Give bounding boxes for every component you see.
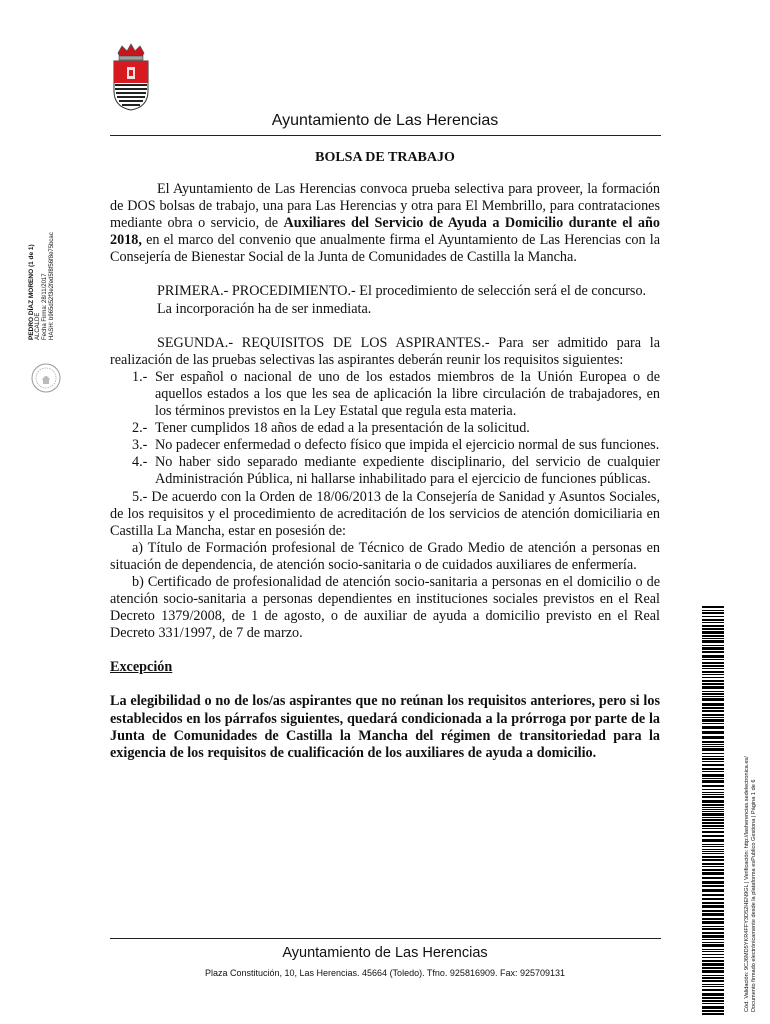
list-item [110,454,660,488]
header-divider [110,135,661,136]
signature-hash: HASH: b965d52f3e2fed5f8f56f8e75bcac [49,232,55,340]
intro-bold-text: Auxiliares del Servicio de Ayuda a Domicilio durante el año 2018, [110,215,660,249]
signature-date: Fecha Firma: 28/11/2017 [42,273,48,340]
requisito-5b-paragraph: b) Certificado de profesionalidad de atención socio-sanitaria a personas en el domicilio o de atención socio-sanitaria a personas dependientes en instituciones sociales previstos en el Real Decreto 1379/2008, de 1 de agosto, o de auxiliar de ayuda a domicilio previsto en el Real Decreto 331/1997, de 7 de marzo. [110,573,660,642]
list-item [110,420,660,437]
barcode-icon [702,606,724,1016]
list-text: Ser español o nacional de uno de los estados miembros de la Unión Europea o de aquellos estados a los que les sea de aplicación la libre circulación de trabajadores, en los términos previstos en la Ley Estatal que regula esta materia. [155,368,660,420]
list-text: No haber sido separado mediante expediente disciplinario, del servicio de cualquier Administración Pública, ni hallarse inhabilitado para el ejercicio de funciones públicas. [155,454,660,488]
list-item [110,369,660,420]
list-item [110,437,660,454]
excepcion-title: Excepción [110,659,173,676]
intro-text-end: en el marco del convenio que anualmente firma el Ayuntamiento de Las Herencias con la Consejería de Bienestar Social de la Junta de Comunidades de Castilla la Mancha. [110,232,660,266]
document-heading: BOLSA DE TRABAJO [315,150,455,165]
verification-platform: Documento firmado electrónicamente desde la plataforma esPublico Gestiona | Página 1 de 6 [751,779,757,1012]
document-body [110,181,660,762]
incorporacion-paragraph: La incorporación ha de ser inmediata. [157,300,372,317]
requisito-5a-paragraph: a) Título de Formación profesional de Técnico de Grado Medio de atención a personas en situación de dependencia, de atención socio-sanitaria o de cuidados auxiliares de enfermería. [110,539,660,573]
list-number: 4.- [132,454,148,471]
official-seal-icon [30,362,62,394]
list-text: Tener cumplidos 18 años de edad a la presentación de la solicitud. [155,420,530,437]
intro-paragraph [110,181,660,266]
primera-paragraph: PRIMERA.- PROCEDIMIENTO.- El procedimiento de selección será el de concurso. [157,283,647,300]
footer-address: Plaza Constitución, 10, Las Herencias. 45664 (Toledo). Tfno. 925816909. Fax: 925709131 [204,968,566,978]
municipal-crest-logo [110,43,152,111]
list-number: 3.- [132,437,148,454]
excepcion-paragraph: La elegibilidad o no de los/as aspirantes que no reúnan los requisitos anteriores, pero si los establecidos en los párrafos siguientes, quedará condicionada a la prórroga por parte de la Junta de Comunidades de Castilla la Mancha del régimen de transitoriedad para la exigencia de los requisitos de cualificación de los auxiliares de ayuda a domicilio. [110,693,660,761]
intro-text: El Ayuntamiento de Las Herencias convoca prueba selectiva para proveer, la formación de DOS bolsas de trabajo, una para Las Herencias y otra para El Membrillo, para contrataciones mediante obra o servicio, de [110,181,660,232]
signer-name: PEDRO DÍAZ MORENO (1 de 1) [28,244,35,340]
list-number: 1.- [132,368,148,385]
list-number: 2.- [132,420,148,437]
footer-divider [110,938,661,939]
verification-code: Cód. Validación: 9CJ6MD5YKR4FFY3D52HEN9GL | Verificación: http://lasherencias.sedelectronica.es/ [744,756,750,1012]
footer-title: Ayuntamiento de Las Herencias [282,945,488,961]
header-title: Ayuntamiento de Las Herencias [271,112,499,129]
requisito-5-paragraph: 5.- De acuerdo con la Orden de 18/06/2013 de la Consejería de Sanidad y Asuntos Sociales, de los requisitos y el procedimiento de acreditación de los servicios de atención domiciliaria en Castilla La Mancha, estar en posesión de: [110,488,660,539]
list-text: No padecer enfermedad o defecto físico que impida el ejercicio normal de sus funciones. [155,437,660,454]
signer-role: ALCALDE [35,312,41,340]
segunda-paragraph: SEGUNDA.- REQUISITOS DE LOS ASPIRANTES.- Para ser admitido para la realización de las pruebas selectivas las aspirantes deberán reunir los requisitos siguientes: [110,334,660,368]
